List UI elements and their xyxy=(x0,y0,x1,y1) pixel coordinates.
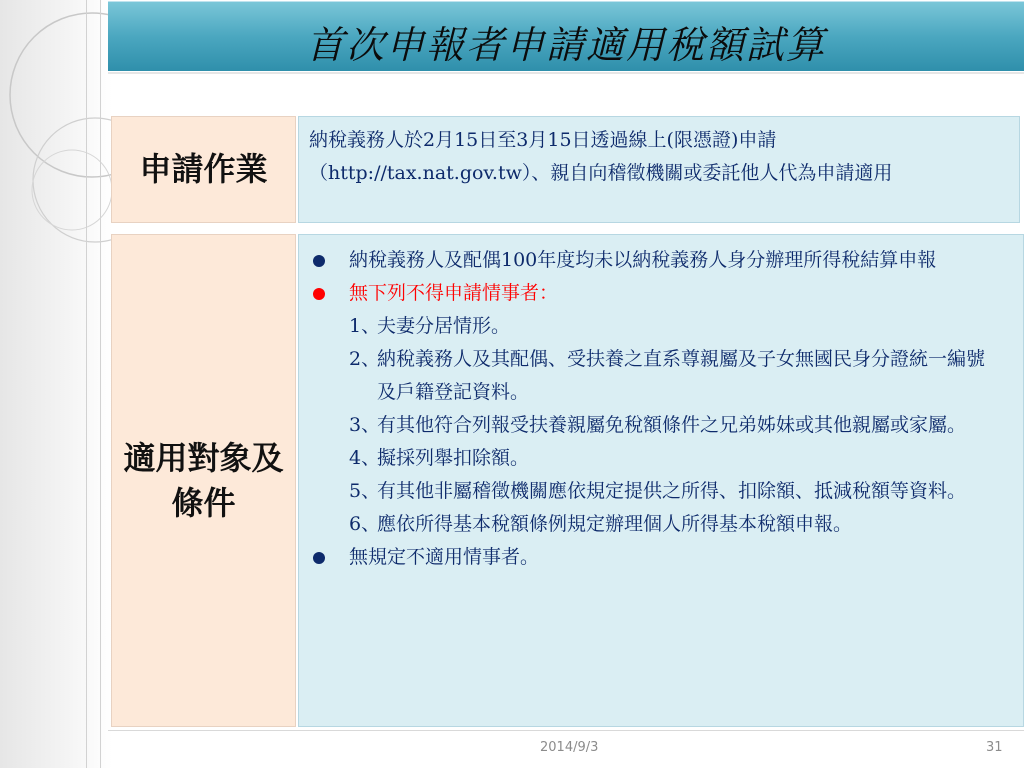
condition-number: 6、 xyxy=(349,513,381,535)
condition-item xyxy=(299,475,1001,508)
title-bar xyxy=(108,1,1024,71)
bullet-text: 納稅義務人及配偶100年度均未以納稅義務人身分辦理所得稅結算申報 xyxy=(349,249,937,271)
label-application-text: 申請作業 xyxy=(139,150,268,189)
bullet-item xyxy=(299,244,1001,277)
condition-item xyxy=(299,343,1001,409)
condition-item xyxy=(299,409,1001,442)
condition-text: 應依所得基本稅額條例規定辦理個人所得基本稅額申報。 xyxy=(377,513,853,535)
slide-title: 首次申報者申請適用稅額試算 xyxy=(305,23,826,67)
condition-number: 2、 xyxy=(349,348,381,370)
content-eligibility xyxy=(298,234,1024,727)
condition-text: 有其他符合列報受扶養親屬免稅額條件之兄弟姊妹或其他親屬或家屬。 xyxy=(377,414,967,436)
application-text: 納稅義務人於2月15日至3月15日透過線上(限憑證)申請（http://tax.nat.gov.tw）、親自向稽徵機關或委託他人代為申請適用 xyxy=(309,129,893,184)
decorative-circles xyxy=(0,0,112,768)
label-application xyxy=(111,116,296,223)
condition-text: 有其他非屬稽徵機關應依規定提供之所得、扣除額、抵減稅額等資料。 xyxy=(377,480,967,502)
title-separator xyxy=(108,72,1024,74)
bullet-dot-icon xyxy=(313,288,325,300)
decorative-vertical-line xyxy=(86,0,87,768)
condition-number: 1、 xyxy=(349,315,381,337)
condition-number: 5、 xyxy=(349,480,381,502)
footer-separator xyxy=(108,730,1024,731)
condition-item xyxy=(299,442,1001,475)
page-number: 31 xyxy=(986,740,1003,755)
condition-text: 納稅義務人及其配偶、受扶養之直系尊親屬及子女無國民身分證統一編號及戶籍登記資料。 xyxy=(377,348,986,403)
bullet-item xyxy=(299,277,1001,310)
label-eligibility xyxy=(111,234,296,727)
condition-number: 3、 xyxy=(349,414,381,436)
bullet-text-highlight: 無下列不得申請情事者： xyxy=(349,282,559,304)
condition-text: 擬採列舉扣除額。 xyxy=(377,447,530,469)
bullet-item xyxy=(299,541,1001,574)
condition-item xyxy=(299,508,1001,541)
condition-text: 夫妻分居情形。 xyxy=(377,315,511,337)
decorative-vertical-line xyxy=(100,0,101,768)
bullet-text: 無規定不適用情事者。 xyxy=(349,546,540,568)
label-eligibility-text: 適用對象及條件 xyxy=(123,438,284,522)
condition-number: 4、 xyxy=(349,447,381,469)
footer-date: 2014/9/3 xyxy=(540,740,599,755)
bullet-dot-icon xyxy=(313,255,325,267)
condition-item xyxy=(299,310,1001,343)
content-application xyxy=(298,116,1020,223)
bullet-dot-icon xyxy=(313,552,325,564)
